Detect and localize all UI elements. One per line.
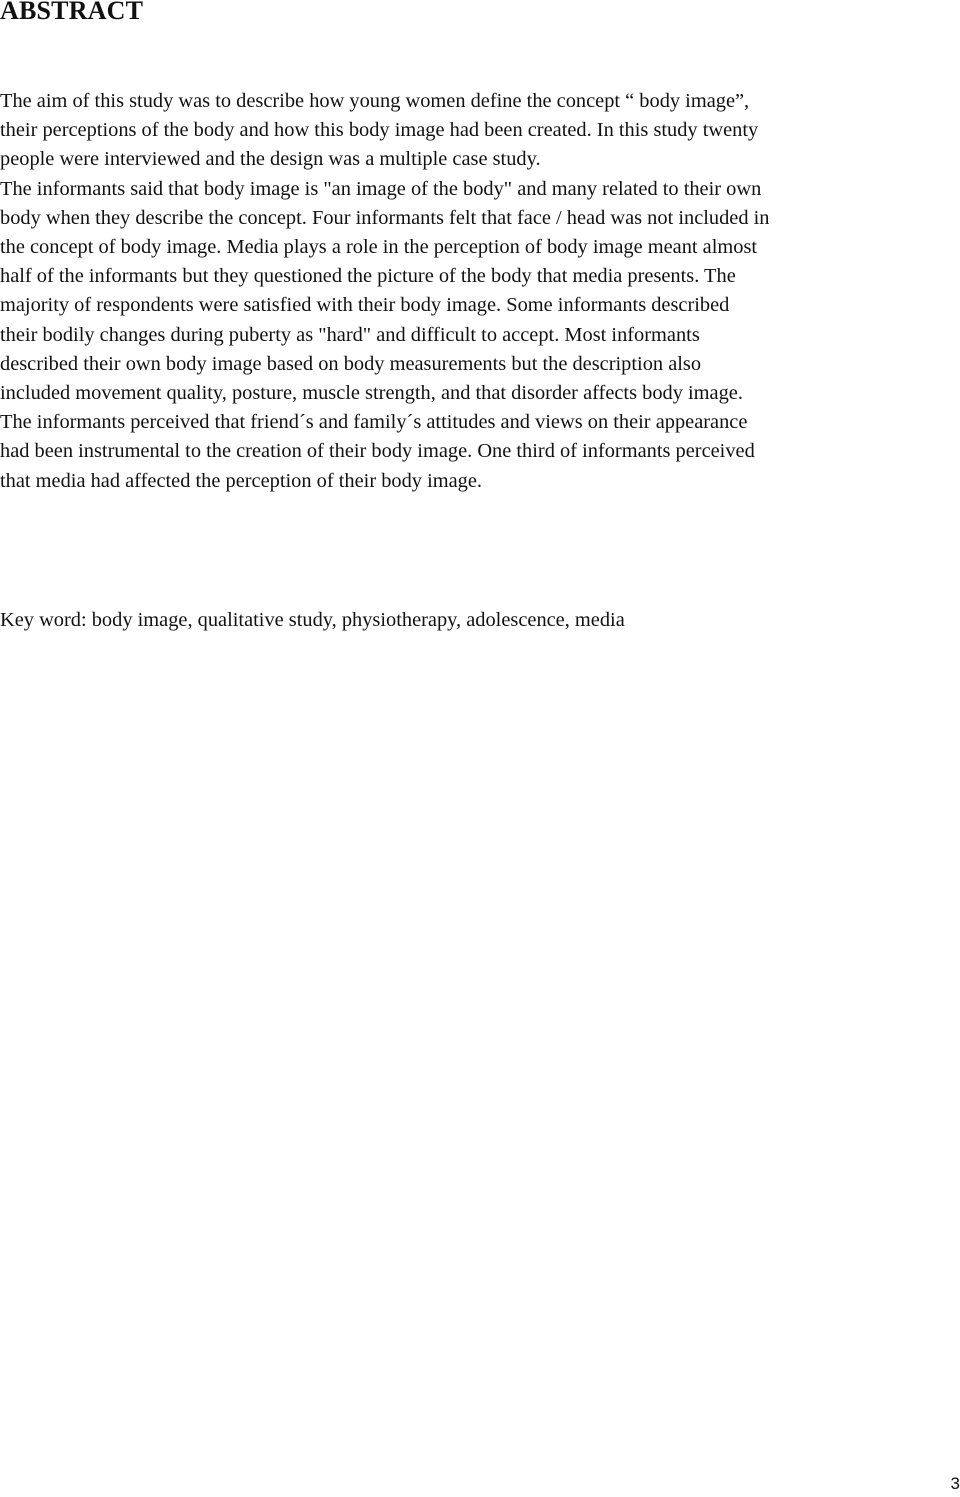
abstract-line: The informants perceived that friend´s and family´s attitudes and views on their appearance (0, 411, 748, 434)
page-number: 3 (950, 1474, 960, 1493)
abstract-line: their bodily changes during puberty as "hard" and difficult to accept. Most informants (0, 323, 700, 346)
abstract-line: their perceptions of the body and how this body image had been created. In this study twenty (0, 119, 759, 142)
abstract-line: The informants said that body image is "an image of the body" and many related to their own (0, 177, 762, 200)
abstract-line: included movement quality, posture, muscle strength, and that disorder affects body image. (0, 382, 743, 405)
abstract-line: had been instrumental to the creation of their body image. One third of informants perceived (0, 440, 755, 463)
abstract-line: majority of respondents were satisfied with their body image. Some informants described (0, 294, 730, 317)
abstract-line: half of the informants but they questioned the picture of the body that media presents. The (0, 265, 736, 288)
keywords-line: Key word: body image, qualitative study, physiotherapy, adolescence, media (0, 609, 625, 631)
abstract-line: people were interviewed and the design was a multiple case study. (0, 148, 541, 171)
abstract-paragraph (0, 87, 960, 496)
abstract-heading: ABSTRACT (0, 0, 144, 25)
abstract-line: The aim of this study was to describe how young women define the concept “ body image”, (0, 90, 750, 112)
abstract-line: body when they describe the concept. Four informants felt that face / head was not included in (0, 206, 770, 229)
abstract-line: the concept of body image. Media plays a role in the perception of body image meant almost (0, 236, 758, 259)
abstract-line: described their own body image based on body measurements but the description also (0, 352, 702, 375)
abstract-line: that media had affected the perception of their body image. (0, 469, 483, 492)
